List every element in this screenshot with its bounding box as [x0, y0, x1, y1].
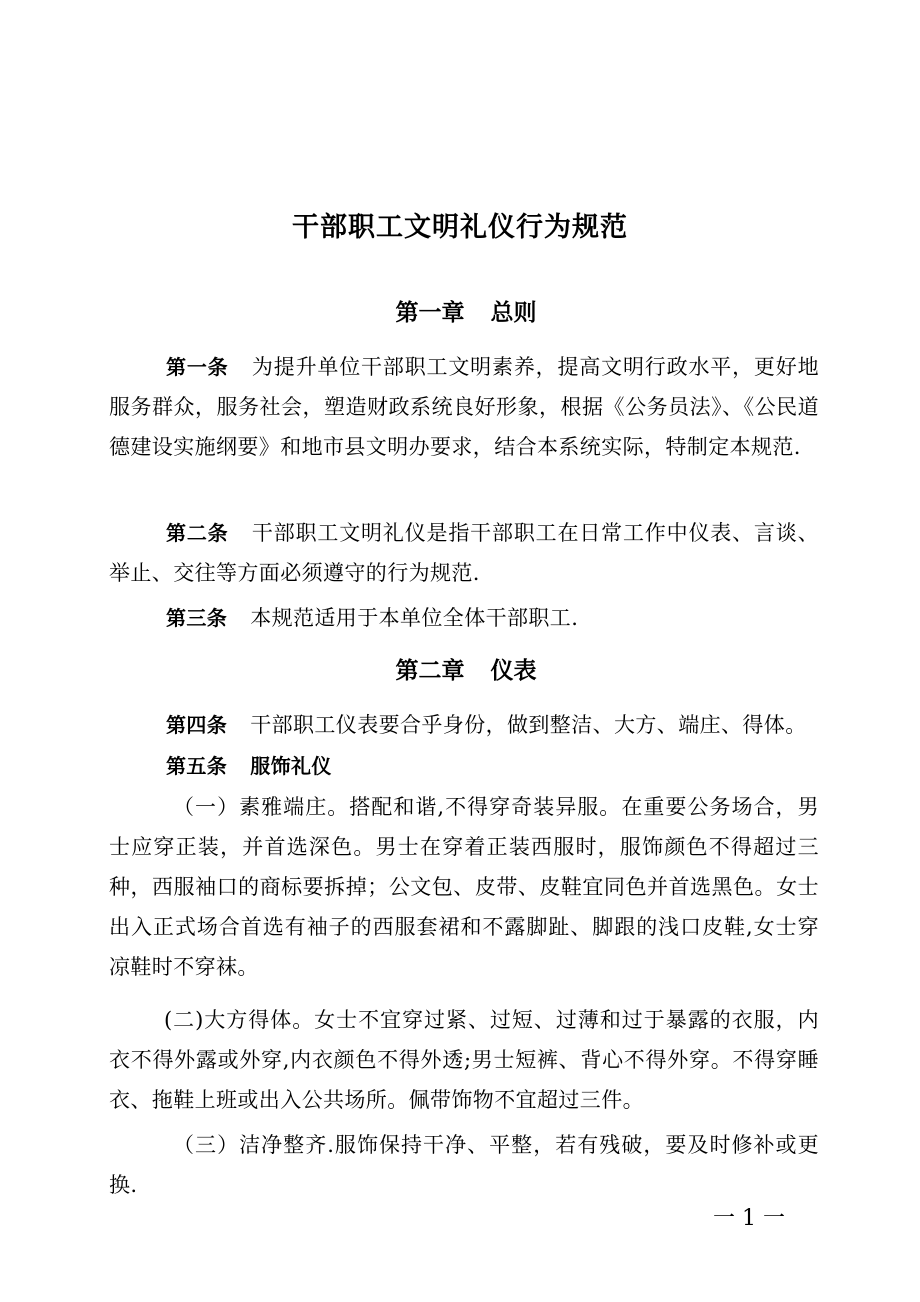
document-title: 干部职工文明礼仪行为规范	[292, 212, 628, 243]
article-5-text: 服饰礼仪	[250, 754, 332, 778]
chapter-2-number: 第二章	[395, 657, 465, 684]
article-3-paragraph	[109, 598, 819, 638]
chapter-1-name: 总则	[490, 299, 537, 326]
article-4-paragraph	[109, 705, 819, 745]
article-1-paragraph	[109, 347, 819, 467]
article-4-label: 第四条	[166, 713, 228, 737]
article-1-label: 第一条	[166, 355, 229, 379]
article-3-text: 本规范适用于本单位全体干部职工.	[250, 606, 579, 630]
clothing-item-1: （一）素雅端庄。搭配和谐,不得穿奇装异服。在重要公务场合，男士应穿正装，并首选深色。男士在穿着正装西服时，服饰颜色不得超过三种，西服袖口的商标要拆掉；公文包、皮带、皮鞋宜同色并首选黑色。女士出入正式场合首选有袖子的西服套裙和不露脚趾、脚跟的浅口皮鞋,女士穿凉鞋时不穿袜。	[109, 795, 819, 979]
article-3-label: 第三条	[166, 606, 228, 630]
chapter-1-number: 第一章	[395, 299, 465, 326]
article-5-label: 第五条	[166, 754, 228, 778]
chapter-2-heading	[0, 654, 920, 688]
chapter-1-heading	[0, 296, 920, 330]
page-number: 一 1 一	[713, 1206, 785, 1231]
clothing-item-3: （三）洁净整齐.服饰保持干净、平整，若有残破，要及时修补或更换.	[109, 1133, 819, 1197]
article-5-paragraph	[109, 746, 819, 786]
article-1-text: 为提升单位干部职工文明素养，提高文明行政水平，更好地服务群众，服务社会，塑造财政系统良好形象，根据《公务员法》、《公民道德建设实施纲要》和地市县文明办要求，结合本系统实际，特制定本规范.	[109, 355, 819, 459]
article-2-label: 第二条	[166, 521, 229, 545]
chapter-2-name: 仪表	[490, 657, 537, 684]
article-4-text: 干部职工仪表要合乎身份，做到整洁、大方、端庄、得体。	[250, 713, 807, 737]
article-2-text: 干部职工文明礼仪是指干部职工在日常工作中仪表、言谈、举止、交往等方面必须遵守的行为规范.	[109, 521, 819, 585]
clothing-item-2: (二)大方得体。女士不宜穿过紧、过短、过薄和过于暴露的衣服，内衣不得外露或外穿,内衣颜色不得外透;男士短裤、背心不得外穿。不得穿睡衣、拖鞋上班或出入公共场所。佩带饰物不宜超过三件。	[109, 1008, 819, 1112]
article-2-paragraph	[109, 513, 819, 593]
